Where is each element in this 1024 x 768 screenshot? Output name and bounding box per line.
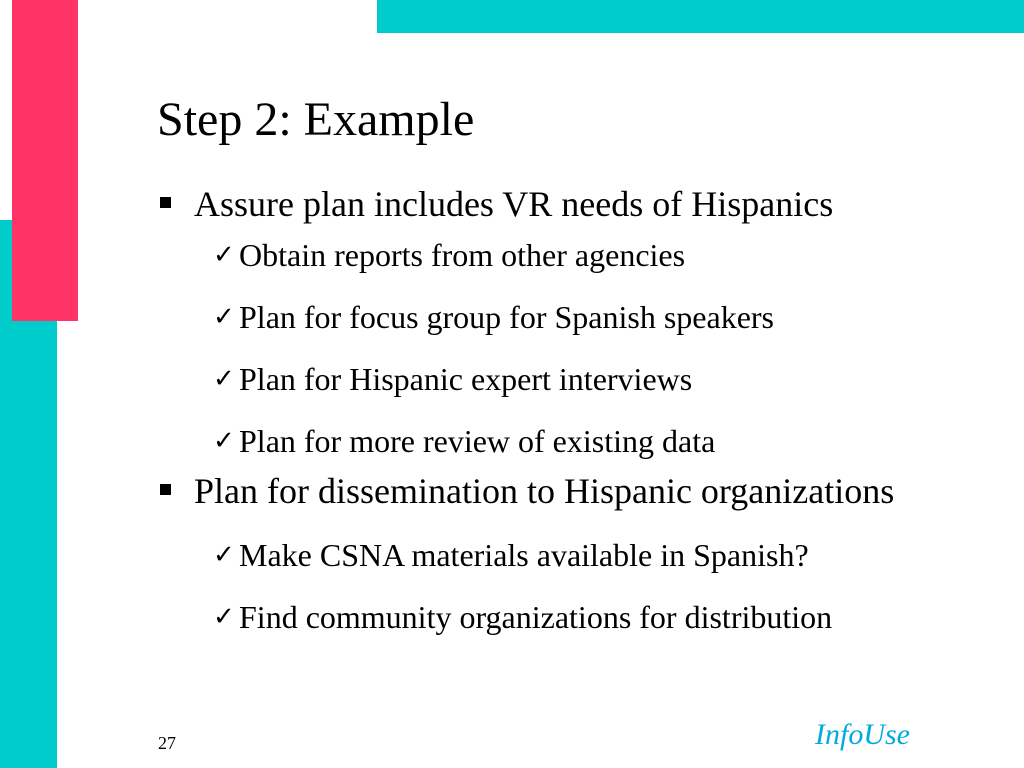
square-bullet-icon	[160, 484, 171, 495]
check-mark-icon: ✓	[213, 240, 235, 270]
bullet-text: Assure plan includes VR needs of Hispanics	[194, 184, 834, 224]
check-mark-icon: ✓	[213, 426, 235, 456]
sub-bullet-text: Plan for focus group for Spanish speakers	[239, 299, 774, 335]
bullet-item	[155, 183, 1015, 225]
sub-bullet-text: Find community organizations for distribution	[239, 599, 833, 635]
sub-bullet-item	[155, 236, 1015, 274]
check-mark-icon: ✓	[213, 540, 235, 570]
brand-logo-text: InfoUse	[815, 718, 910, 751]
top-teal-bar	[377, 0, 1024, 33]
slide-title: Step 2: Example	[157, 93, 475, 146]
check-mark-icon: ✓	[213, 364, 235, 394]
check-mark-icon: ✓	[213, 602, 235, 632]
sub-bullet-item	[155, 298, 1015, 336]
sub-bullet-text: Obtain reports from other agencies	[239, 237, 686, 273]
sub-bullet-text: Make CSNA materials available in Spanish?	[239, 537, 809, 573]
sub-bullet-item	[155, 598, 1015, 636]
sub-bullet-text: Plan for more review of existing data	[239, 423, 716, 459]
page-number: 27	[158, 733, 176, 753]
left-pink-bar	[12, 0, 78, 321]
bullet-text: Plan for dissemination to Hispanic organizations	[194, 471, 895, 511]
sub-bullet-text: Plan for Hispanic expert interviews	[239, 361, 693, 397]
check-mark-icon: ✓	[213, 302, 235, 332]
slide-content	[155, 180, 1015, 636]
square-bullet-icon	[160, 197, 171, 208]
sub-bullet-item	[155, 536, 1015, 574]
sub-bullet-item	[155, 422, 1015, 460]
bullet-item	[155, 470, 1015, 512]
sub-bullet-item	[155, 360, 1015, 398]
